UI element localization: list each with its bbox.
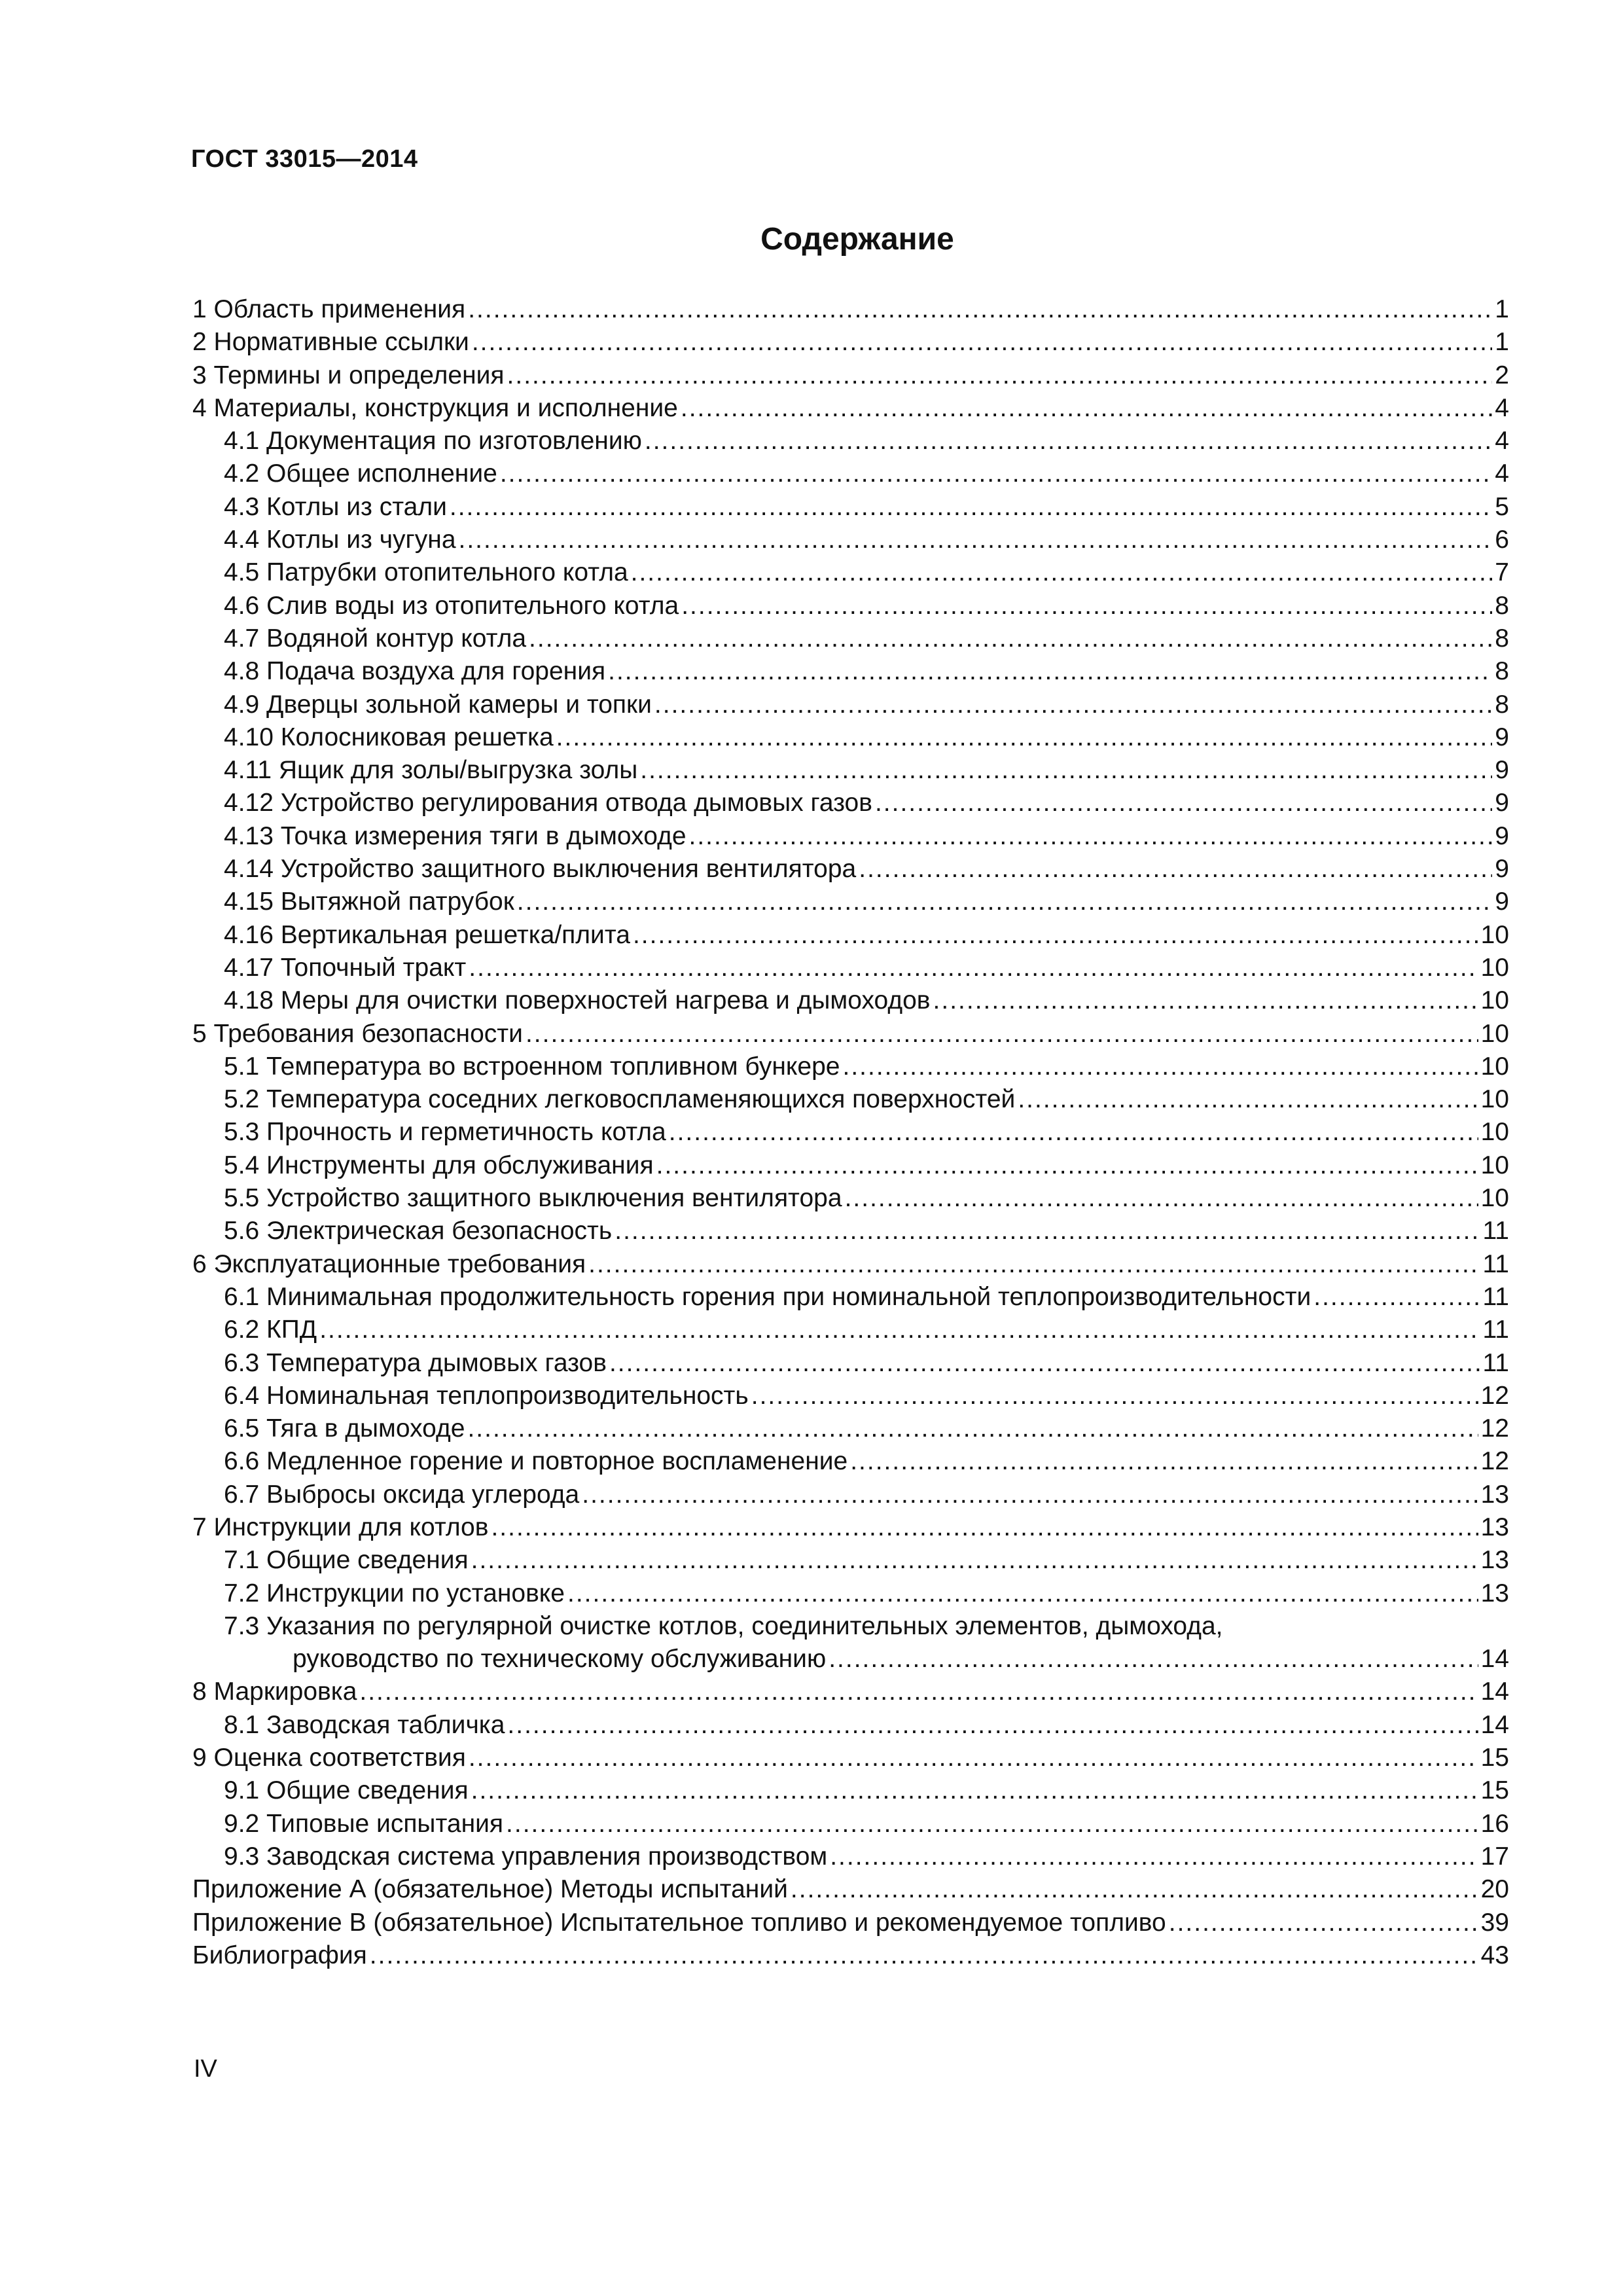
toc-entry-label: 7 Инструкции для котлов [192,1513,489,1541]
toc-entry-label: 4.1 Документация по изготовлению [224,427,642,456]
toc-entry-label: 6.3 Температура дымовых газов [224,1348,607,1377]
toc-entry[interactable] [192,1873,1509,1906]
toc-leader-dots [654,689,1492,721]
toc-entry-page: 4 [1495,427,1509,456]
toc-entry-label: 6.4 Номинальная теплопроизводительность [224,1381,749,1410]
toc-entry[interactable] [192,425,1509,457]
toc-entry-label: 7.1 Общие сведения [224,1546,469,1575]
toc-entry[interactable] [192,392,1509,425]
toc-entry-label: 4.10 Колосниковая решетка [224,723,554,751]
toc-entry[interactable] [192,1116,1509,1149]
toc-entry-page: 10 [1480,1085,1509,1114]
toc-entry-page: 4 [1495,393,1509,422]
toc-leader-dots [859,853,1492,886]
toc-entry-label: 8.1 Заводская табличка [224,1710,505,1739]
toc-entry[interactable] [192,1380,1509,1412]
toc-entry-page: 12 [1480,1414,1509,1443]
toc-entry-page: 15 [1480,1776,1509,1805]
toc-entry-label: 3 Термины и определения [192,361,505,389]
toc-entry-label: 4 Материалы, конструкция и исполнение [192,393,678,422]
toc-leader-dots [689,820,1493,853]
toc-entry[interactable] [192,359,1509,392]
toc-entry-label: 5 Требования безопасности [192,1019,523,1048]
toc-entry[interactable] [192,721,1509,754]
toc-entry[interactable] [192,853,1509,886]
toc-leader-dots [506,1808,1478,1840]
toc-entry-page: 10 [1480,953,1509,982]
toc-leader-dots [582,1479,1478,1511]
toc-entry[interactable] [192,689,1509,721]
toc-entry-label: 6.2 КПД [224,1316,317,1344]
toc-entry-label: 5.1 Температура во встроенном топливном бункере [224,1052,840,1081]
toc-entry-label: 4.9 Дверцы зольной камеры и топки [224,690,652,719]
toc-leader-dots [556,721,1493,754]
toc-entry[interactable] [192,919,1509,952]
toc-entry-label: 4.8 Подача воздуха для горения [224,657,606,686]
toc-entry[interactable] [192,590,1509,622]
toc-entry[interactable] [192,1083,1509,1116]
toc-entry-page: 13 [1480,1579,1509,1607]
toc-entry-page: 14 [1480,1645,1509,1674]
toc-leader-dots [681,392,1492,425]
toc-entry-label: 2 Нормативные ссылки [192,328,469,357]
toc-entry-label: 6.6 Медленное горение и повторное воспламенение [224,1447,848,1476]
toc-leader-dots [615,1215,1480,1247]
toc-entry[interactable] [192,952,1509,984]
toc-entry-page: 11 [1482,1217,1509,1246]
toc-entry-page: 10 [1480,986,1509,1015]
toc-entry-label: 6.1 Минимальная продолжительность горения при номинальной теплопроизводительности [224,1282,1311,1311]
toc-leader-dots [829,1643,1478,1676]
toc-entry-page: 14 [1480,1677,1509,1706]
toc-entry-label: 5.5 Устройство защитного выключения вентилятора [224,1184,842,1213]
toc-leader-dots [507,359,1493,392]
toc-entry-label: 5.6 Электрическая безопасность [224,1217,613,1246]
toc-entry-label: Приложение А (обязательное) Методы испытаний [192,1875,788,1904]
toc-entry-label: 5.2 Температура соседних легковоспламеняющихся поверхностей [224,1085,1016,1114]
page-title: Содержание [760,222,954,257]
toc-leader-dots [529,622,1492,655]
toc-entry[interactable] [192,1676,1509,1708]
toc-leader-dots [830,1840,1478,1873]
toc-entry[interactable] [192,1215,1509,1247]
toc-entry-page: 13 [1480,1480,1509,1509]
toc-entry[interactable] [192,1643,1509,1676]
toc-entry-page: 11 [1482,1316,1509,1344]
toc-leader-dots [500,457,1492,490]
toc-entry-label: 4.15 Вытяжной патрубок [224,888,514,916]
toc-entry[interactable] [192,1610,1509,1643]
toc-entry-page: 39 [1480,1908,1509,1937]
toc-leader-dots [933,984,1478,1017]
toc-entry[interactable] [192,457,1509,490]
toc-leader-dots [656,1149,1478,1182]
toc-entry[interactable] [192,1511,1509,1544]
toc-entry[interactable] [192,491,1509,524]
toc-entry-label: 5.4 Инструменты для обслуживания [224,1151,654,1179]
toc-entry-page: 43 [1480,1941,1509,1969]
toc-leader-dots [631,556,1493,589]
table-of-contents [192,293,1509,1972]
toc-leader-dots [669,1116,1478,1149]
toc-entry-page: 12 [1480,1381,1509,1410]
toc-entry-page: 1 [1495,295,1509,323]
toc-entry-label: Библиография [192,1941,367,1969]
toc-entry-page: 9 [1495,789,1509,817]
toc-leader-dots [526,1018,1478,1050]
toc-leader-dots [319,1314,1480,1346]
toc-entry[interactable] [192,886,1509,918]
toc-leader-dots [472,326,1492,359]
toc-leader-dots [1169,1907,1478,1939]
toc-entry-page: 10 [1480,1151,1509,1179]
toc-entry-page: 11 [1482,1249,1509,1278]
toc-entry[interactable] [192,1907,1509,1939]
toc-entry-page: 10 [1480,1184,1509,1213]
toc-entry[interactable] [192,1281,1509,1314]
toc-entry-page: 15 [1480,1744,1509,1772]
toc-entry-label: 9.3 Заводская система управления производством [224,1842,828,1871]
toc-entry[interactable] [192,1808,1509,1840]
toc-entry-label: 4.13 Точка измерения тяги в дымоходе [224,821,687,850]
toc-leader-dots [875,787,1492,819]
toc-leader-dots [751,1380,1478,1412]
toc-entry-label: 4.7 Водяной контур котла [224,624,527,653]
toc-entry-page: 10 [1480,1019,1509,1048]
toc-entry[interactable] [192,1314,1509,1346]
toc-entry-page: 13 [1480,1546,1509,1575]
toc-entry[interactable] [192,754,1509,787]
toc-leader-dots [1018,1083,1478,1116]
toc-leader-dots [370,1939,1478,1972]
toc-entry-label: 4.3 Котлы из стали [224,492,447,521]
toc-entry[interactable] [192,1050,1509,1083]
toc-entry-label: 4.6 Слив воды из отопительного котла [224,591,679,620]
toc-entry-page: 8 [1495,657,1509,686]
toc-entry-label: 6 Эксплуатационные требования [192,1249,586,1278]
toc-entry[interactable] [192,1149,1509,1182]
toc-entry[interactable] [192,1840,1509,1873]
toc-entry-page: 11 [1482,1282,1509,1311]
toc-leader-dots [450,491,1492,524]
toc-entry-label: 9 Оценка соответствия [192,1744,466,1772]
toc-entry-page: 16 [1480,1809,1509,1838]
toc-entry[interactable] [192,984,1509,1017]
toc-entry-page: 13 [1480,1513,1509,1541]
toc-leader-dots [567,1577,1478,1610]
toc-leader-dots [633,919,1478,952]
toc-entry-label: 4.17 Топочный тракт [224,953,467,982]
toc-leader-dots [791,1873,1478,1906]
toc-leader-dots [1313,1281,1480,1314]
toc-leader-dots [517,886,1493,918]
toc-entry-label: Приложение В (обязательное) Испытательное топливо и рекомендуемое топливо [192,1908,1166,1937]
toc-leader-dots [588,1248,1480,1281]
toc-entry[interactable] [192,622,1509,655]
toc-entry-page: 4 [1495,459,1509,488]
toc-leader-dots [640,754,1492,787]
toc-leader-dots [359,1676,1478,1708]
toc-leader-dots [467,1412,1478,1445]
toc-leader-dots [471,1544,1478,1577]
toc-entry-label: 7.2 Инструкции по установке [224,1579,565,1607]
toc-entry-page: 9 [1495,888,1509,916]
toc-entry[interactable] [192,655,1509,688]
toc-entry-label: руководство по техническому обслуживанию [293,1645,827,1674]
toc-leader-dots [459,524,1493,556]
toc-leader-dots [469,952,1478,984]
toc-entry[interactable] [192,326,1509,359]
toc-entry-label: 8 Маркировка [192,1677,357,1706]
toc-entry-page: 11 [1482,1348,1509,1377]
toc-entry-page: 12 [1480,1447,1509,1476]
toc-entry[interactable] [192,1939,1509,1972]
toc-entry[interactable] [192,1018,1509,1050]
toc-entry[interactable] [192,1774,1509,1807]
toc-entry-label: 4.14 Устройство защитного выключения вентилятора [224,855,857,884]
toc-entry[interactable] [192,1412,1509,1445]
toc-entry-page: 17 [1480,1842,1509,1871]
toc-entry-page: 1 [1495,328,1509,357]
toc-entry[interactable] [192,1709,1509,1742]
toc-entry[interactable] [192,1577,1509,1610]
toc-entry[interactable] [192,293,1509,326]
toc-entry[interactable] [192,556,1509,589]
toc-entry[interactable] [192,787,1509,819]
toc-entry[interactable] [192,1445,1509,1478]
toc-leader-dots [608,655,1492,688]
toc-entry-label: 4.5 Патрубки отопительного котла [224,558,628,587]
toc-entry-page: 6 [1495,526,1509,554]
toc-leader-dots [842,1050,1478,1083]
toc-entry-label: 4.2 Общее исполнение [224,459,497,488]
toc-entry-page: 14 [1480,1710,1509,1739]
toc-entry[interactable] [192,1742,1509,1774]
toc-leader-dots [471,1774,1478,1807]
toc-entry-page: 8 [1495,690,1509,719]
toc-entry-label: 7.3 Указания по регулярной очистке котлов, соединительных элементов, дымохода, [224,1611,1223,1640]
toc-entry[interactable] [192,1248,1509,1281]
document-header: ГОСТ 33015—2014 [191,145,418,173]
toc-entry-label: 4.18 Меры для очистки поверхностей нагрева и дымоходов [224,986,931,1015]
toc-entry-label: 9.1 Общие сведения [224,1776,469,1805]
toc-leader-dots [609,1347,1480,1380]
toc-entry-page: 9 [1495,821,1509,850]
toc-leader-dots [645,425,1492,457]
toc-entry-label: 6.5 Тяга в дымоходе [224,1414,465,1443]
toc-entry-page: 9 [1495,756,1509,785]
toc-entry-label: 4.16 Вертикальная решетка/плита [224,920,630,949]
toc-leader-dots [469,1742,1478,1774]
page-number: IV [194,2055,217,2083]
toc-entry[interactable] [192,820,1509,853]
toc-entry-label: 6.7 Выбросы оксида углерода [224,1480,580,1509]
toc-entry-page: 9 [1495,723,1509,751]
toc-entry-page: 8 [1495,591,1509,620]
toc-entry-page: 20 [1480,1875,1509,1904]
toc-leader-dots [681,590,1492,622]
toc-entry-page: 8 [1495,624,1509,653]
toc-leader-dots [845,1182,1478,1215]
toc-entry-label: 9.2 Типовые испытания [224,1809,504,1838]
toc-entry-page: 10 [1480,1052,1509,1081]
toc-entry-page: 5 [1495,492,1509,521]
toc-entry[interactable] [192,1544,1509,1577]
toc-entry-label: 4.11 Ящик для золы/выгрузка золы [224,756,638,785]
toc-entry-page: 10 [1480,920,1509,949]
toc-leader-dots [850,1445,1478,1478]
toc-entry-page: 9 [1495,855,1509,884]
toc-entry[interactable] [192,1479,1509,1511]
toc-entry[interactable] [192,1347,1509,1380]
toc-entry-page: 10 [1480,1118,1509,1147]
toc-leader-dots [491,1511,1478,1544]
toc-entry-label: 1 Область применения [192,295,466,323]
toc-entry[interactable] [192,1182,1509,1215]
toc-entry[interactable] [192,524,1509,556]
toc-leader-dots [468,293,1492,326]
toc-entry-label: 5.3 Прочность и герметичность котла [224,1118,666,1147]
toc-leader-dots [507,1709,1478,1742]
toc-entry-label: 4.12 Устройство регулирования отвода дымовых газов [224,789,872,817]
toc-entry-label: 4.4 Котлы из чугуна [224,526,456,554]
toc-entry-page: 2 [1495,361,1509,389]
toc-entry-page: 7 [1495,558,1509,587]
